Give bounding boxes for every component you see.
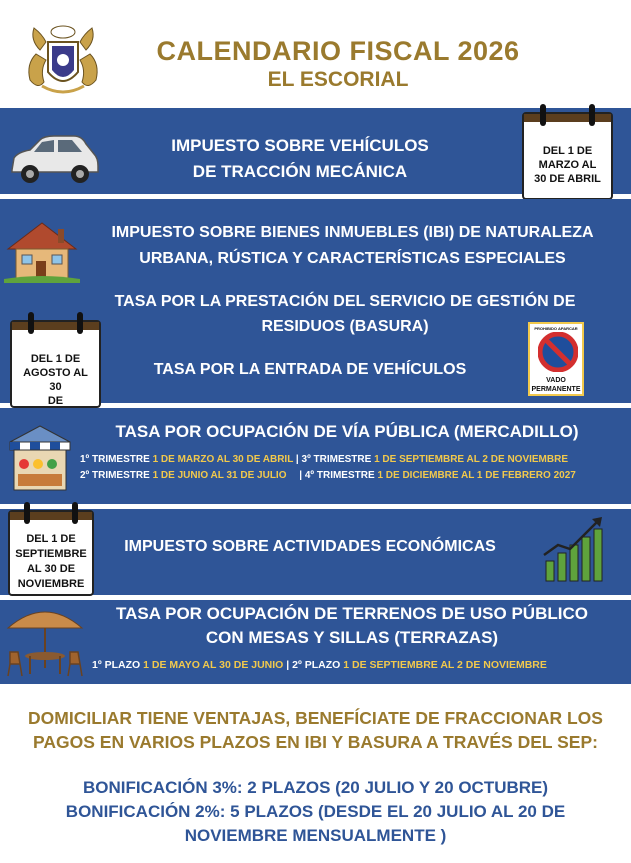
- ibi-title-line2: URBANA, RÚSTICA Y CARACTERÍSTICAS ESPECIALES: [139, 250, 566, 267]
- calendar-ring-icon: [28, 312, 34, 334]
- house-icon: [4, 219, 80, 283]
- vehicle-tax-title: [120, 133, 480, 185]
- calendar-ring-icon: [589, 104, 595, 126]
- bonificaciones: [10, 776, 621, 848]
- page-title: CALENDARIO FISCAL 2026: [156, 36, 520, 66]
- calendar-ring-icon: [540, 104, 546, 126]
- calendar-vehicle-tax: DEL 1 DE MARZO AL 30 DE ABRIL: [522, 112, 613, 200]
- terrazas-title: [92, 602, 612, 650]
- terrazas-plazos: 1º PLAZO 1 DE MAYO AL 30 DE JUNIO | 2º PLAZO 1 DE SEPTIEMBRE AL 2 DE NOVIEMBRE: [92, 659, 547, 671]
- terrace-table-icon: [4, 602, 86, 682]
- section-mercadillo: [0, 408, 631, 504]
- vado-permanente-sign: PROHIBIDO APARCAR VADO PERMANENTE: [528, 322, 584, 396]
- market-stall-icon: [4, 422, 76, 494]
- iae-title: IMPUESTO SOBRE ACTIVIDADES ECONÓMICAS: [124, 538, 496, 555]
- calendar-ring-icon: [72, 502, 78, 524]
- bonificacion-2-line1: BONIFICACIÓN 2%: 5 PLAZOS (DESDE EL 20 JULIO AL 20 DE: [65, 802, 566, 821]
- mercadillo-row2: 2º TRIMESTRE 1 DE JUNIO AL 31 DE JULIO | 4º TRIMESTRE 1 DE DICIEMBRE AL 1 DE FEBRERO 2027: [80, 470, 576, 481]
- basura-title-line1: TASA POR LA PRESTACIÓN DEL SERVICIO DE GESTIÓN DE: [114, 293, 576, 310]
- vehicle-tax-title-line1: IMPUESTO SOBRE VEHÍCULOS: [171, 136, 429, 155]
- no-parking-icon: [538, 332, 578, 372]
- calendar-ring-icon: [77, 312, 83, 334]
- ibi-title-line1: IMPUESTO SOBRE BIENES INMUEBLES (IBI) DE NATURALEZA: [111, 224, 594, 241]
- calendar-ring-icon: [24, 502, 30, 524]
- mercadillo-row1: 1º TRIMESTRE 1 DE MARZO AL 30 DE ABRIL | 3º TRIMESTRE 1 DE SEPTIEMBRE AL 2 DE NOVIEMBRE: [80, 454, 569, 465]
- terrazas-title-line2: CON MESAS Y SILLAS (TERRAZAS): [205, 628, 499, 647]
- vehicle-tax-title-line2: DE TRACCIÓN MECÁNICA: [192, 162, 408, 181]
- basura-title: [90, 289, 600, 339]
- ibi-title: [80, 220, 625, 272]
- terrazas-title-line1: TASA POR OCUPACIÓN DE TERRENOS DE USO PÚBLICO: [116, 604, 588, 623]
- section-terrazas: [0, 600, 631, 684]
- domiciliar-notice: DOMICILIAR TIENE VENTAJAS, BENEFÍCIATE DE FRACCIONAR LOS PAGOS EN VARIOS PLAZOS EN IBI Y BASURA A TRAVÉS DEL SEP:: [28, 708, 603, 752]
- basura-title-line2: RESIDUOS (BASURA): [261, 318, 429, 335]
- mercadillo-title: TASA POR OCUPACIÓN DE VÍA PÚBLICA (MERCADILLO): [115, 422, 579, 441]
- calendar-ibi-basura: DEL 1 DE AGOSTO AL 30 DE: [10, 320, 101, 408]
- bonificacion-2-line2: NOVIEMBRE MENSUALMENTE ): [184, 826, 447, 845]
- section-iae: [0, 509, 631, 595]
- header: [0, 0, 631, 108]
- car-icon: [4, 130, 100, 188]
- page-subtitle: EL ESCORIAL: [267, 68, 409, 91]
- bonificacion-3: BONIFICACIÓN 3%: 2 PLAZOS (20 JULIO Y 20 OCTUBRE): [82, 778, 549, 797]
- growth-chart-icon: [540, 515, 606, 585]
- calendar-iae: DEL 1 DE SEPTIEMBRE AL 30 DE NOVIEMBRE: [8, 510, 94, 596]
- coat-of-arms-icon: [22, 20, 104, 100]
- entrada-vehiculos-title: TASA POR LA ENTRADA DE VEHÍCULOS: [153, 361, 467, 378]
